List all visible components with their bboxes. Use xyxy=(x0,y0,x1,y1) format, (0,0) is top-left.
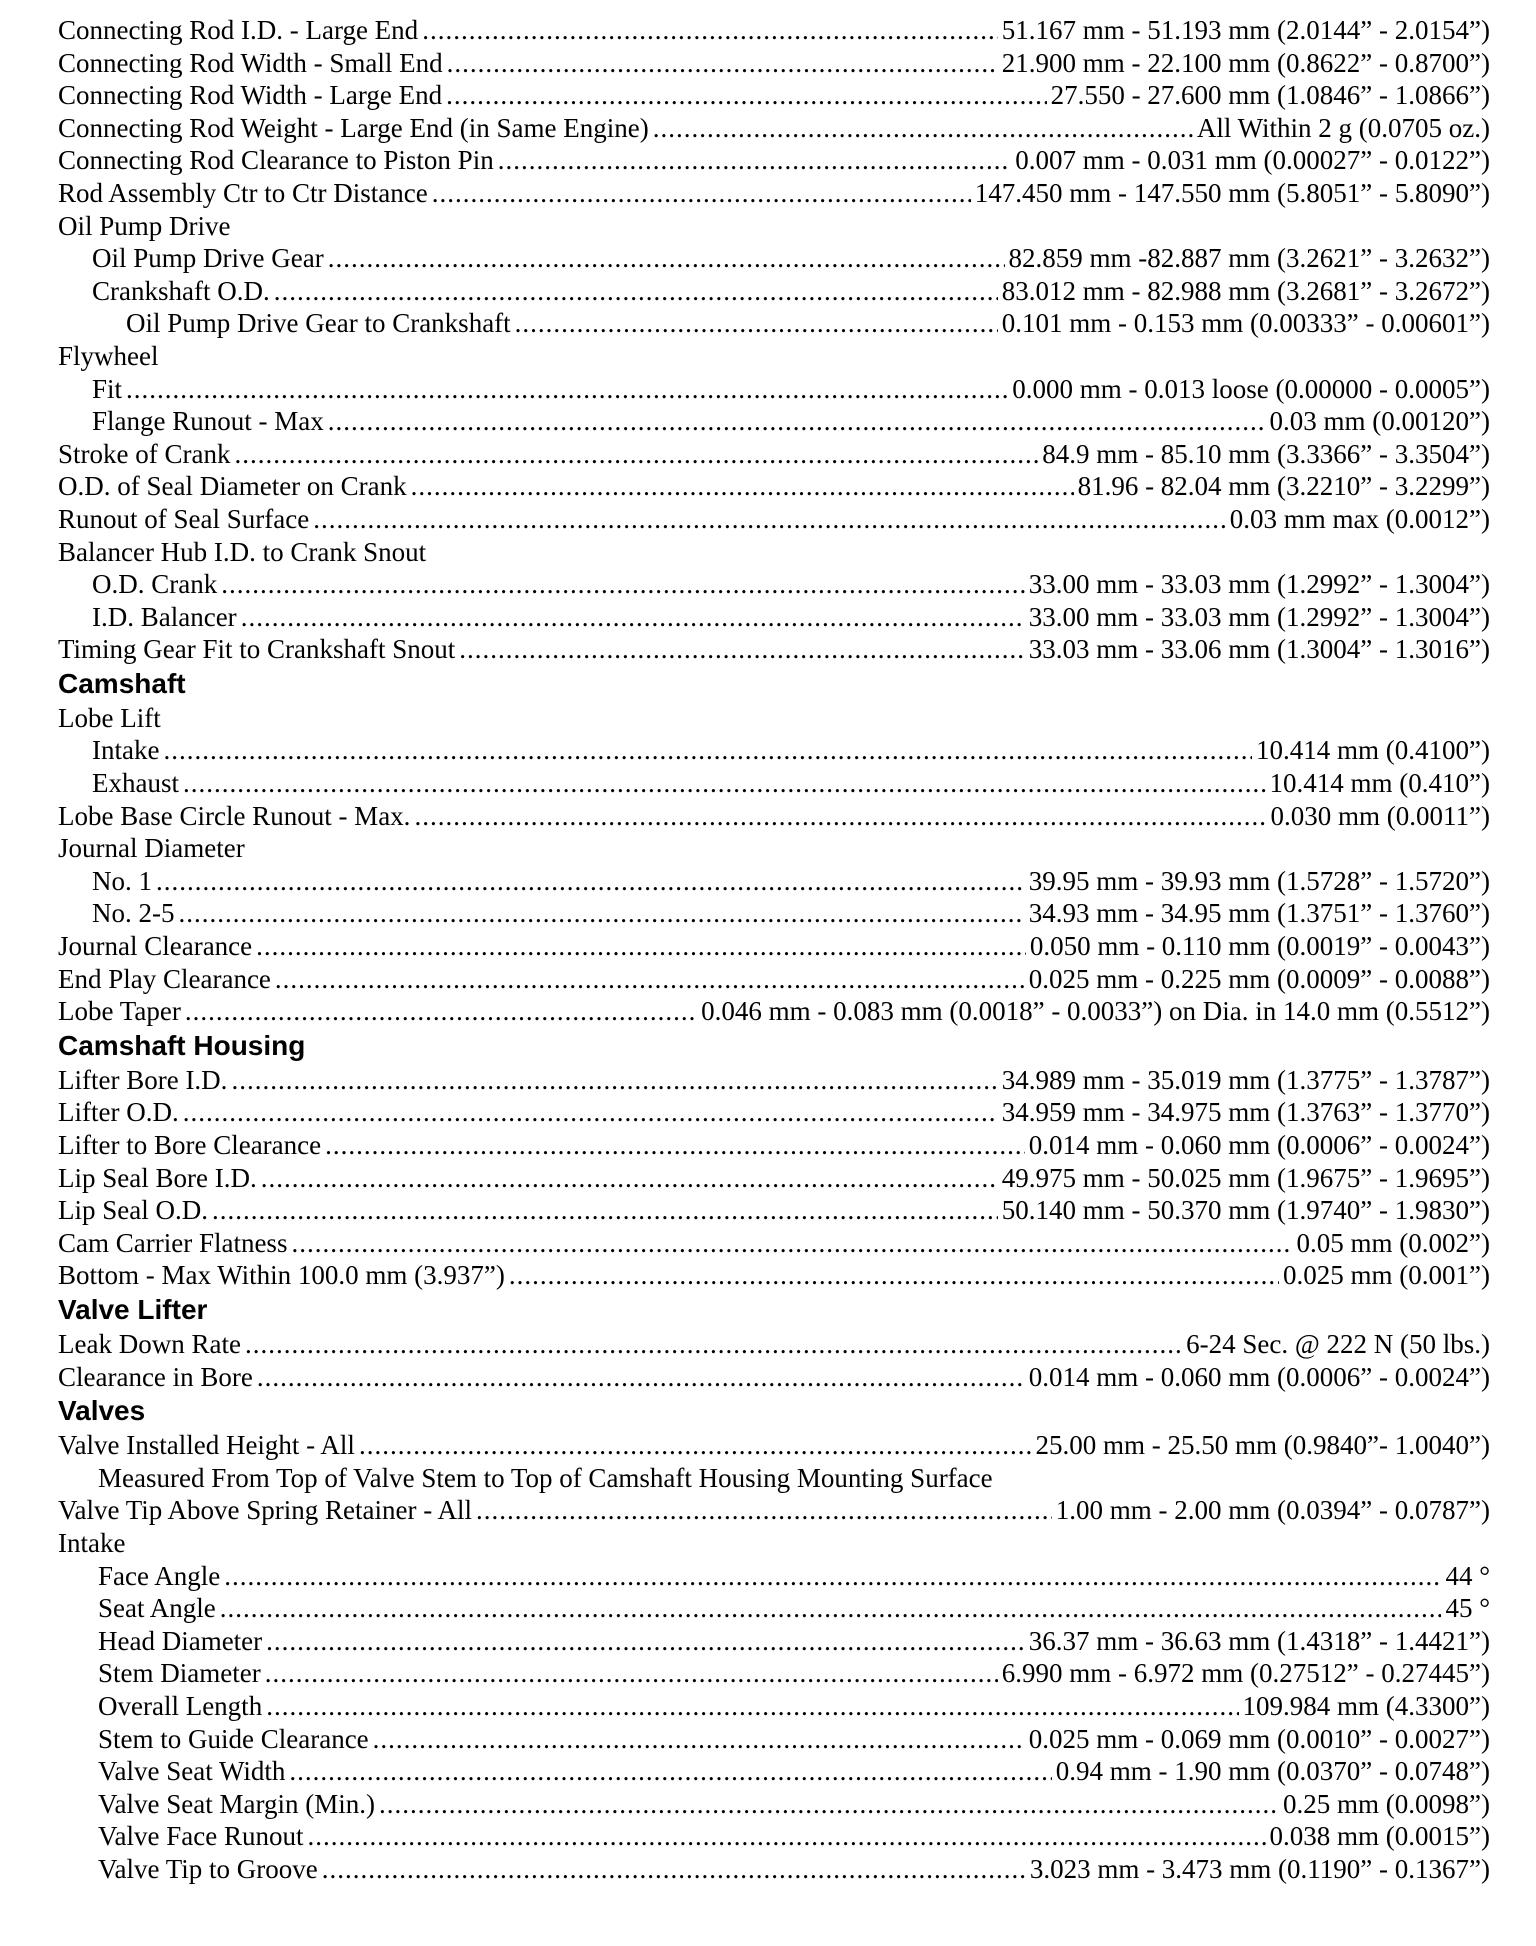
spec-value: 33.00 mm - 33.03 mm (1.2992” - 1.3004”) xyxy=(1028,601,1490,632)
spec-value: 34.989 mm - 35.019 mm (1.3775” - 1.3787”) xyxy=(1001,1064,1490,1095)
spec-row-valve-tip-to-groove xyxy=(58,1853,1490,1886)
section-heading-valve-lifter: Valve Lifter xyxy=(58,1293,208,1325)
dot-leader xyxy=(328,405,1266,438)
spec-label: Oil Pump Drive Gear xyxy=(92,243,324,274)
spec-value: 51.167 mm - 51.193 mm (2.0144” - 2.0154”) xyxy=(1001,15,1490,45)
spec-label: Overall Length xyxy=(98,1690,263,1721)
spec-value: 6-24 Sec. @ 222 N (50 lbs.) xyxy=(1186,1328,1490,1359)
dot-leader xyxy=(291,1227,1292,1260)
dot-leader xyxy=(266,1625,1025,1658)
dot-leader xyxy=(322,1853,1026,1886)
spec-label: Leak Down Rate xyxy=(58,1328,241,1359)
dot-leader xyxy=(373,1723,1025,1756)
dot-leader xyxy=(220,1592,1442,1625)
spec-row-valve-tip-above-spring-retainer-all xyxy=(58,1494,1490,1527)
spec-row-lip-seal-bore-i-d xyxy=(58,1162,1490,1195)
spec-label: Lip Seal O.D. xyxy=(58,1195,208,1226)
group-heading-lobe-lift: Lobe Lift xyxy=(58,702,161,733)
dot-leader xyxy=(446,79,1046,112)
spec-row-seat-angle xyxy=(58,1592,1490,1625)
dot-leader xyxy=(265,1657,998,1690)
group-heading-flywheel: Flywheel xyxy=(58,340,159,371)
dot-leader xyxy=(274,275,998,308)
spec-value: 0.025 mm - 0.225 mm (0.0009” - 0.0088”) xyxy=(1028,963,1490,994)
spec-label: Stem Diameter xyxy=(98,1658,261,1689)
spec-label: Valve Seat Margin (Min.) xyxy=(98,1788,375,1819)
dot-leader xyxy=(379,1788,1279,1821)
dot-leader xyxy=(126,373,1008,406)
dot-leader xyxy=(411,470,1074,503)
spec-label: Connecting Rod Weight - Large End (in Same Engine) xyxy=(58,112,649,143)
spec-value: 27.550 - 27.600 mm (1.0846” - 1.0866”) xyxy=(1050,80,1490,111)
spec-label: Fit xyxy=(92,373,123,404)
dot-leader xyxy=(245,1328,1182,1361)
dot-leader xyxy=(231,1064,997,1097)
dot-leader xyxy=(241,601,1025,634)
dot-leader xyxy=(183,1096,998,1129)
spec-label: Runout of Seal Surface xyxy=(58,503,310,534)
dot-leader xyxy=(212,1194,998,1227)
spec-value: 0.007 mm - 0.031 mm (0.00027” - 0.0122”) xyxy=(1015,145,1490,176)
spec-value: 0.03 mm max (0.0012”) xyxy=(1229,503,1490,534)
dot-leader xyxy=(459,633,1025,666)
dot-leader xyxy=(156,865,1025,898)
spec-row-stroke-of-crank xyxy=(58,438,1490,471)
group-heading-balancer-hub-i-d-to-crank-snout: Balancer Hub I.D. to Crank Snout xyxy=(58,536,427,567)
spec-label: Lifter Bore I.D. xyxy=(58,1064,228,1095)
dot-leader xyxy=(515,307,998,340)
dot-leader xyxy=(289,1755,1051,1788)
dot-leader xyxy=(422,14,998,47)
spec-row-lobe-taper xyxy=(58,995,1490,1028)
spec-value: 10.414 mm (0.4100”) xyxy=(1256,735,1490,766)
spec-row-i-d-balancer xyxy=(58,601,1490,634)
spec-row-no-2-5 xyxy=(58,897,1490,930)
spec-row-connecting-rod-clearance-to-piston-pin xyxy=(58,144,1490,177)
dot-leader xyxy=(257,1361,1025,1394)
spec-row-crankshaft-o-d xyxy=(58,275,1490,308)
spec-label: O.D. of Seal Diameter on Crank xyxy=(58,471,407,502)
spec-label: Lifter to Bore Clearance xyxy=(58,1130,322,1160)
dot-leader xyxy=(325,1129,1025,1162)
spec-row-lifter-o-d xyxy=(58,1096,1490,1129)
spec-value: 50.140 mm - 50.370 mm (1.9740” - 1.9830”) xyxy=(1001,1195,1490,1226)
spec-value: 0.046 mm - 0.083 mm (0.0018” - 0.0033”) on Dia. in 14.0 mm (0.5512”) xyxy=(701,996,1490,1027)
spec-label: No. 2-5 xyxy=(92,898,175,929)
spec-row-stem-to-guide-clearance xyxy=(58,1723,1490,1756)
dot-leader xyxy=(476,1494,1052,1527)
spec-value: 0.038 mm (0.0015”) xyxy=(1269,1821,1490,1852)
dot-leader xyxy=(261,1162,998,1195)
spec-label: Lip Seal Bore I.D. xyxy=(58,1162,257,1193)
spec-value: 0.101 mm - 0.153 mm (0.00333” - 0.00601”) xyxy=(1001,308,1490,339)
spec-value: 0.014 mm - 0.060 mm (0.0006” - 0.0024”) xyxy=(1028,1361,1490,1392)
spec-row-o-d-crank xyxy=(58,568,1490,601)
spec-label: Stem to Guide Clearance xyxy=(98,1723,369,1754)
dot-leader xyxy=(447,47,998,80)
spec-value: 34.93 mm - 34.95 mm (1.3751” - 1.3760”) xyxy=(1028,898,1490,929)
spec-row-connecting-rod-width-small-end xyxy=(58,47,1490,80)
spec-label: Face Angle xyxy=(98,1560,221,1591)
spec-value: 49.975 mm - 50.025 mm (1.9675” - 1.9695”) xyxy=(1001,1162,1490,1193)
dot-leader xyxy=(224,1560,1441,1593)
spec-label: O.D. Crank xyxy=(92,569,218,600)
spec-label: I.D. Balancer xyxy=(92,601,237,632)
spec-row-lobe-base-circle-runout-max xyxy=(58,800,1490,833)
spec-row-no-1 xyxy=(58,865,1490,898)
spec-label: Lobe Base Circle Runout - Max. xyxy=(58,800,411,831)
spec-label: Lobe Taper xyxy=(58,996,181,1027)
spec-row-connecting-rod-weight-large-end-in-same-engine xyxy=(58,112,1490,145)
spec-value: 83.012 mm - 82.988 mm (3.2681” - 3.2672”) xyxy=(1001,275,1490,306)
group-heading-oil-pump-drive: Oil Pump Drive xyxy=(58,210,231,241)
spec-row-lip-seal-o-d xyxy=(58,1194,1490,1227)
dot-leader xyxy=(266,1690,1238,1723)
spec-value: 81.96 - 82.04 mm (3.2210” - 3.2299”) xyxy=(1077,471,1490,502)
spec-value: 1.00 mm - 2.00 mm (0.0394” - 0.0787”) xyxy=(1055,1495,1490,1526)
spec-label: Crankshaft O.D. xyxy=(92,275,270,306)
spec-value: 10.414 mm (0.410”) xyxy=(1269,768,1490,799)
spec-value: 0.025 mm (0.001”) xyxy=(1283,1260,1490,1291)
spec-label: Valve Face Runout xyxy=(98,1821,304,1852)
spec-value: 33.03 mm - 33.06 mm (1.3004” - 1.3016”) xyxy=(1028,634,1490,665)
spec-row-rod-assembly-ctr-to-ctr-distance xyxy=(58,177,1490,210)
dot-leader xyxy=(163,734,1252,767)
dot-leader xyxy=(183,767,1266,800)
spec-label: Connecting Rod Width - Large End xyxy=(58,80,443,111)
spec-value: 0.025 mm - 0.069 mm (0.0010” - 0.0027”) xyxy=(1028,1723,1490,1754)
spec-row-cam-carrier-flatness xyxy=(58,1227,1490,1260)
group-heading-journal-diameter: Journal Diameter xyxy=(58,833,245,864)
spec-label: Head Diameter xyxy=(98,1625,263,1656)
dot-leader xyxy=(221,568,1025,601)
spec-value: 34.959 mm - 34.975 mm (1.3763” - 1.3770”) xyxy=(1001,1097,1490,1128)
spec-value: All Within 2 g (0.0705 oz.) xyxy=(1196,112,1490,143)
group-heading-intake: Intake xyxy=(58,1527,126,1558)
spec-row-o-d-of-seal-diameter-on-crank xyxy=(58,470,1490,503)
spec-row-leak-down-rate xyxy=(58,1328,1490,1361)
dot-leader xyxy=(359,1429,1032,1462)
spec-value: 147.450 mm - 147.550 mm (5.8051” - 5.8090”) xyxy=(974,177,1490,208)
spec-row-stem-diameter xyxy=(58,1657,1490,1690)
spec-label: Bottom - Max Within 100.0 mm (3.937”) xyxy=(58,1260,505,1291)
spec-row-head-diameter xyxy=(58,1625,1490,1658)
spec-value: 109.984 mm (4.3300”) xyxy=(1242,1690,1490,1721)
spec-row-valve-installed-height-all xyxy=(58,1429,1490,1462)
dot-leader xyxy=(653,112,1193,145)
spec-value: 45 ° xyxy=(1445,1593,1490,1624)
spec-row-connecting-rod-width-large-end xyxy=(58,79,1490,112)
spec-value: 0.050 mm - 0.110 mm (0.0019” - 0.0043”) xyxy=(1029,931,1490,962)
spec-label: Clearance in Bore xyxy=(58,1361,253,1392)
spec-row-end-play-clearance xyxy=(58,963,1490,996)
dot-leader xyxy=(432,177,971,210)
spec-row-connecting-rod-i-d-large-end xyxy=(58,14,1490,47)
spec-label: Rod Assembly Ctr to Ctr Distance xyxy=(58,177,428,208)
spec-row-face-angle xyxy=(58,1560,1490,1593)
spec-label: Valve Tip to Groove xyxy=(98,1853,318,1884)
spec-value: 39.95 mm - 39.93 mm (1.5728” - 1.5720”) xyxy=(1028,865,1490,896)
spec-row-runout-of-seal-surface xyxy=(58,503,1490,536)
spec-label: Timing Gear Fit to Crankshaft Snout xyxy=(58,634,456,665)
spec-label: Cam Carrier Flatness xyxy=(58,1227,288,1258)
spec-label: Connecting Rod I.D. - Large End xyxy=(58,15,419,45)
spec-row-exhaust xyxy=(58,767,1490,800)
spec-row-clearance-in-bore xyxy=(58,1361,1490,1394)
spec-row-lifter-to-bore-clearance xyxy=(58,1129,1490,1162)
spec-value: 0.25 mm (0.0098”) xyxy=(1283,1788,1490,1819)
dot-leader xyxy=(275,963,1025,996)
spec-label: No. 1 xyxy=(92,865,152,896)
dot-leader xyxy=(498,144,1012,177)
dot-leader xyxy=(328,242,1005,275)
spec-value: 21.900 mm - 22.100 mm (0.8622” - 0.8700”) xyxy=(1001,47,1490,78)
spec-note: Measured From Top of Valve Stem to Top of Camshaft Housing Mounting Surface xyxy=(98,1462,993,1493)
spec-row-timing-gear-fit-to-crankshaft-snout xyxy=(58,633,1490,666)
spec-value: 3.023 mm - 3.473 mm (0.1190” - 0.1367”) xyxy=(1029,1853,1490,1884)
spec-value: 25.00 mm - 25.50 mm (0.9840”- 1.0040”) xyxy=(1035,1430,1490,1461)
spec-label: Seat Angle xyxy=(98,1593,216,1624)
dot-leader xyxy=(313,503,1226,536)
spec-value: 0.000 mm - 0.013 loose (0.00000 - 0.0005”) xyxy=(1012,373,1490,404)
spec-label: Intake xyxy=(92,735,160,766)
spec-label: Valve Tip Above Spring Retainer - All xyxy=(58,1495,472,1526)
spec-value: 36.37 mm - 36.63 mm (1.4318” - 1.4421”) xyxy=(1028,1625,1490,1656)
spec-label: Oil Pump Drive Gear to Crankshaft xyxy=(126,308,511,339)
dot-leader xyxy=(509,1259,1279,1292)
spec-label: Stroke of Crank xyxy=(58,438,231,469)
spec-row-oil-pump-drive-gear-to-crankshaft xyxy=(58,307,1490,340)
spec-page xyxy=(58,14,1490,1885)
section-heading-camshaft-housing: Camshaft Housing xyxy=(58,1029,306,1061)
spec-label: Lifter O.D. xyxy=(58,1097,179,1128)
spec-value: 0.94 mm - 1.90 mm (0.0370” - 0.0748”) xyxy=(1055,1756,1490,1787)
dot-leader xyxy=(256,930,1026,963)
spec-label: End Play Clearance xyxy=(58,963,271,994)
spec-value: 0.030 mm (0.0011”) xyxy=(1270,800,1490,831)
spec-row-overall-length xyxy=(58,1690,1490,1723)
spec-value: 82.859 mm -82.887 mm (3.2621” - 3.2632”) xyxy=(1008,243,1490,274)
spec-value: 84.9 mm - 85.10 mm (3.3366” - 3.3504”) xyxy=(1042,438,1490,469)
spec-row-valve-seat-width xyxy=(58,1755,1490,1788)
spec-value: 44 ° xyxy=(1445,1560,1490,1591)
dot-leader xyxy=(179,897,1025,930)
spec-label: Flange Runout - Max xyxy=(92,406,324,437)
spec-row-lifter-bore-i-d xyxy=(58,1064,1490,1097)
spec-label: Exhaust xyxy=(92,768,179,799)
spec-label: Connecting Rod Clearance to Piston Pin xyxy=(58,145,494,176)
section-heading-valves: Valves xyxy=(58,1395,146,1427)
spec-row-fit xyxy=(58,373,1490,406)
spec-row-flange-runout-max xyxy=(58,405,1490,438)
spec-row-oil-pump-drive-gear xyxy=(58,242,1490,275)
section-heading-camshaft: Camshaft xyxy=(58,667,186,699)
dot-leader xyxy=(414,800,1266,833)
spec-value: 0.014 mm - 0.060 mm (0.0006” - 0.0024”) xyxy=(1028,1130,1490,1160)
spec-label: Valve Seat Width xyxy=(98,1756,286,1787)
dot-leader xyxy=(234,438,1038,471)
spec-row-intake xyxy=(58,734,1490,767)
spec-label: Valve Installed Height - All xyxy=(58,1430,355,1461)
spec-row-valve-face-runout xyxy=(58,1820,1490,1853)
dot-leader xyxy=(307,1820,1265,1853)
spec-row-journal-clearance xyxy=(58,930,1490,963)
spec-label: Journal Clearance xyxy=(58,931,253,962)
spec-value: 0.03 mm (0.00120”) xyxy=(1269,406,1490,437)
dot-leader xyxy=(185,995,697,1028)
spec-label: Connecting Rod Width - Small End xyxy=(58,47,443,78)
spec-value: 6.990 mm - 6.972 mm (0.27512” - 0.27445”) xyxy=(1001,1658,1490,1689)
spec-row-bottom-max-within-100-0-mm-3-937 xyxy=(58,1259,1490,1292)
spec-value: 33.00 mm - 33.03 mm (1.2992” - 1.3004”) xyxy=(1028,569,1490,600)
spec-value: 0.05 mm (0.002”) xyxy=(1296,1227,1490,1258)
spec-row-valve-seat-margin-min xyxy=(58,1788,1490,1821)
